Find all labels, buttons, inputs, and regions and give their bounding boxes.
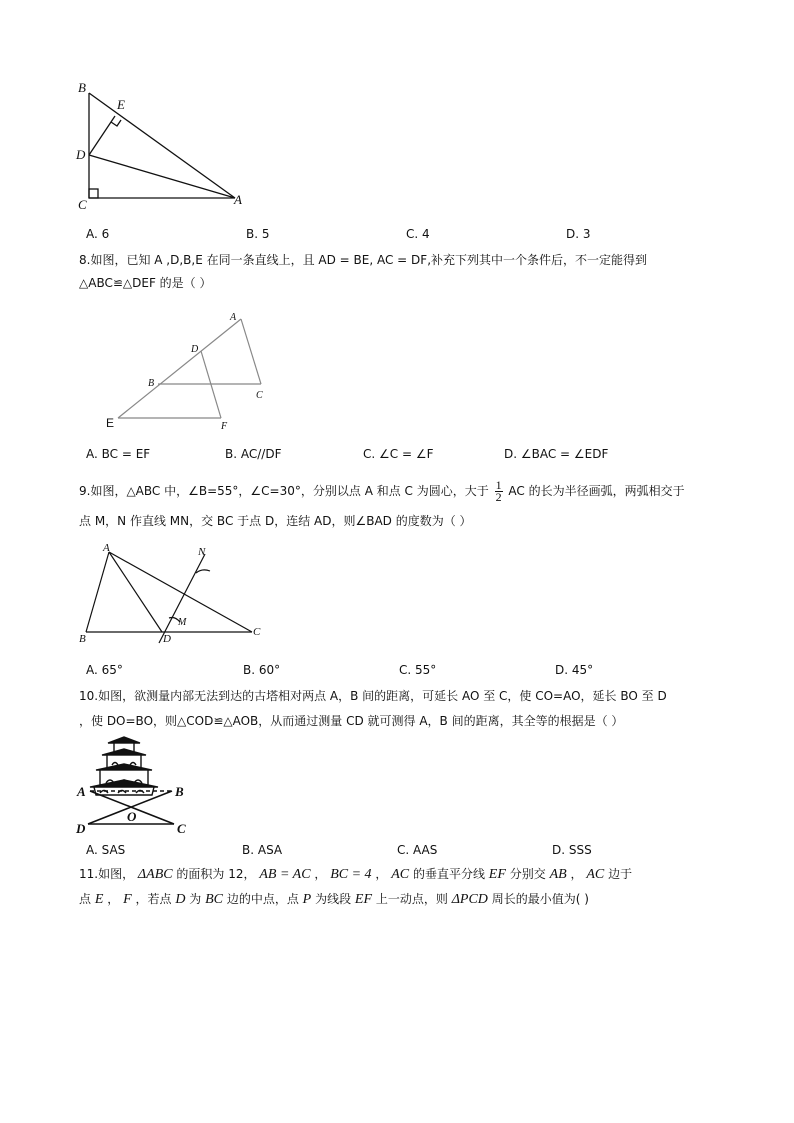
q11-text: 边的中点，点 <box>226 892 299 906</box>
q11-text: 的垂直平分线 <box>412 867 485 881</box>
q10-stem-line2: ，使 DO=BO，则△COD≌△AOB，从而通过测量 CD 就可测得 A，B 间的距离，其全等的根据是（ ） <box>79 714 624 728</box>
side-ab <box>86 552 109 632</box>
label-d: D <box>163 633 171 645</box>
q7-option-c[interactable]: C. 4 <box>406 227 430 241</box>
label-a: A <box>77 784 86 799</box>
side-ba <box>89 93 235 198</box>
line-mn <box>159 554 205 643</box>
q11-text: 11.如图， <box>79 867 135 881</box>
q7-options <box>0 227 794 243</box>
label-e: E <box>106 416 115 430</box>
q9-option-d[interactable]: D. 45° <box>555 663 594 677</box>
side-ac <box>241 319 261 384</box>
label-c: C <box>177 821 186 836</box>
q11-text: 周长的最小值为( ) <box>491 892 589 906</box>
q11-text: 上一动点，则 <box>375 892 448 906</box>
segment-ad <box>109 552 162 632</box>
label-c: C <box>256 390 263 401</box>
q9-stem-pre: 9.如图，△ABC 中，∠B=55°，∠C=30°，分别以点 A 和点 C 为圆心，大于 <box>79 484 489 498</box>
q11-text: 边于 <box>608 867 633 881</box>
q11-text: 分别交 <box>509 867 546 881</box>
q11-math: ΔPCD <box>451 892 488 907</box>
q10-pagoda-svg <box>74 735 204 840</box>
q11-math: P <box>302 892 312 907</box>
q8-option-c[interactable]: C. ∠C = ∠F <box>363 447 434 461</box>
label-a: A <box>234 192 242 207</box>
q9-fraction-numerator: 1 <box>495 478 502 492</box>
q11-text: ，若点 <box>135 892 172 906</box>
q9-stem-line2: 点 M，N 作直线 MN，交 BC 于点 D，连结 AD，则∠BAD 的度数为（ ） <box>79 514 472 528</box>
q9-option-a[interactable]: A. 65° <box>86 663 123 677</box>
q8-option-d[interactable]: D. ∠BAC = ∠EDF <box>504 447 609 461</box>
q8-option-a[interactable]: A. BC = EF <box>86 447 151 461</box>
q9-construction-svg <box>76 540 276 650</box>
q11-math: AC <box>391 867 410 882</box>
q8-stem-line1: 8.如图，已知 A ,D,B,E 在同一条直线上，且 AD = BE, AC = DF,补充下列其中一个条件后，不一定能得到 <box>79 253 648 267</box>
q11-text: ， <box>107 892 120 906</box>
q11-math: F <box>123 892 132 907</box>
segment-da <box>89 155 235 198</box>
q11-math: AB = AC <box>259 867 311 882</box>
q8-stem-line2: △ABC≌△DEF 的是（ ） <box>79 276 212 290</box>
q9-fraction-denominator: 2 <box>495 490 502 504</box>
label-m: M <box>178 617 187 628</box>
q11-math: AC <box>586 867 605 882</box>
q7-triangle-svg <box>70 78 250 218</box>
q10-option-c[interactable]: C. AAS <box>397 843 438 857</box>
label-c: C <box>253 626 261 638</box>
q10-options <box>0 843 794 859</box>
label-c: C <box>78 197 87 212</box>
label-d: D <box>191 344 199 355</box>
q10-figure <box>74 735 204 840</box>
label-b: B <box>79 633 86 645</box>
q11-math: EF <box>488 867 506 882</box>
q11-stem-line1 <box>79 866 729 883</box>
q10-option-a[interactable]: A. SAS <box>86 843 126 857</box>
q8-option-b[interactable]: B. AC//DF <box>225 447 282 461</box>
q10-option-b[interactable]: B. ASA <box>242 843 283 857</box>
right-angle-c <box>89 189 98 198</box>
q11-math: BC = 4 <box>330 867 372 882</box>
label-a: A <box>103 542 110 554</box>
q9-fraction <box>495 480 503 503</box>
label-e: E <box>117 97 125 112</box>
q9-figure <box>76 540 276 650</box>
q7-option-b[interactable]: B. 5 <box>246 227 270 241</box>
q11-math: BC <box>205 892 223 907</box>
arc-n <box>196 570 210 573</box>
label-a: A <box>230 312 237 323</box>
pagoda-icon <box>90 737 158 795</box>
q11-text: 为线段 <box>315 892 352 906</box>
label-d: D <box>76 821 86 836</box>
q11-text: ， <box>570 867 583 881</box>
q11-math: AB <box>549 867 567 882</box>
q11-text: 为 <box>189 892 202 906</box>
q11-text: ， <box>314 867 327 881</box>
q9-options <box>0 663 794 679</box>
line-aedbe <box>118 319 241 418</box>
q10-stem-line1: 10.如图，欲测量内部无法到达的古塔相对两点 A，B 间的距离，可延长 AO 至 C，使 CO=AO，延长 BO 至 D <box>79 689 667 703</box>
label-b: B <box>78 80 86 95</box>
q8-triangles-svg <box>100 305 280 430</box>
q11-stem-line2 <box>79 891 729 908</box>
q11-text: 点 <box>79 892 92 906</box>
label-b: B <box>175 784 184 799</box>
q11-text: ， <box>375 867 388 881</box>
q9-option-c[interactable]: C. 55° <box>399 663 437 677</box>
segment-de <box>89 116 115 155</box>
q7-option-d[interactable]: D. 3 <box>566 227 591 241</box>
q7-option-a[interactable]: A. 6 <box>86 227 110 241</box>
q7-figure <box>70 78 250 218</box>
label-n: N <box>198 546 206 558</box>
q8-figure <box>100 305 280 430</box>
q11-math: E <box>94 892 104 907</box>
q11-math: EF <box>354 892 373 907</box>
q11-text: 的面积为 12， <box>176 867 256 881</box>
label-o: O <box>127 809 137 824</box>
q9-stem-line1 <box>79 480 729 503</box>
q10-option-d[interactable]: D. SSS <box>552 843 592 857</box>
q9-stem-post: AC 的长为半径画弧，两弧相交于 <box>508 484 685 498</box>
label-d: D <box>76 147 86 162</box>
label-b: B <box>148 378 155 389</box>
label-f: F <box>221 421 228 432</box>
q9-option-b[interactable]: B. 60° <box>243 663 281 677</box>
q11-math: D <box>175 892 186 907</box>
q8-options <box>0 447 794 463</box>
q11-math: ΔABC <box>137 867 173 882</box>
